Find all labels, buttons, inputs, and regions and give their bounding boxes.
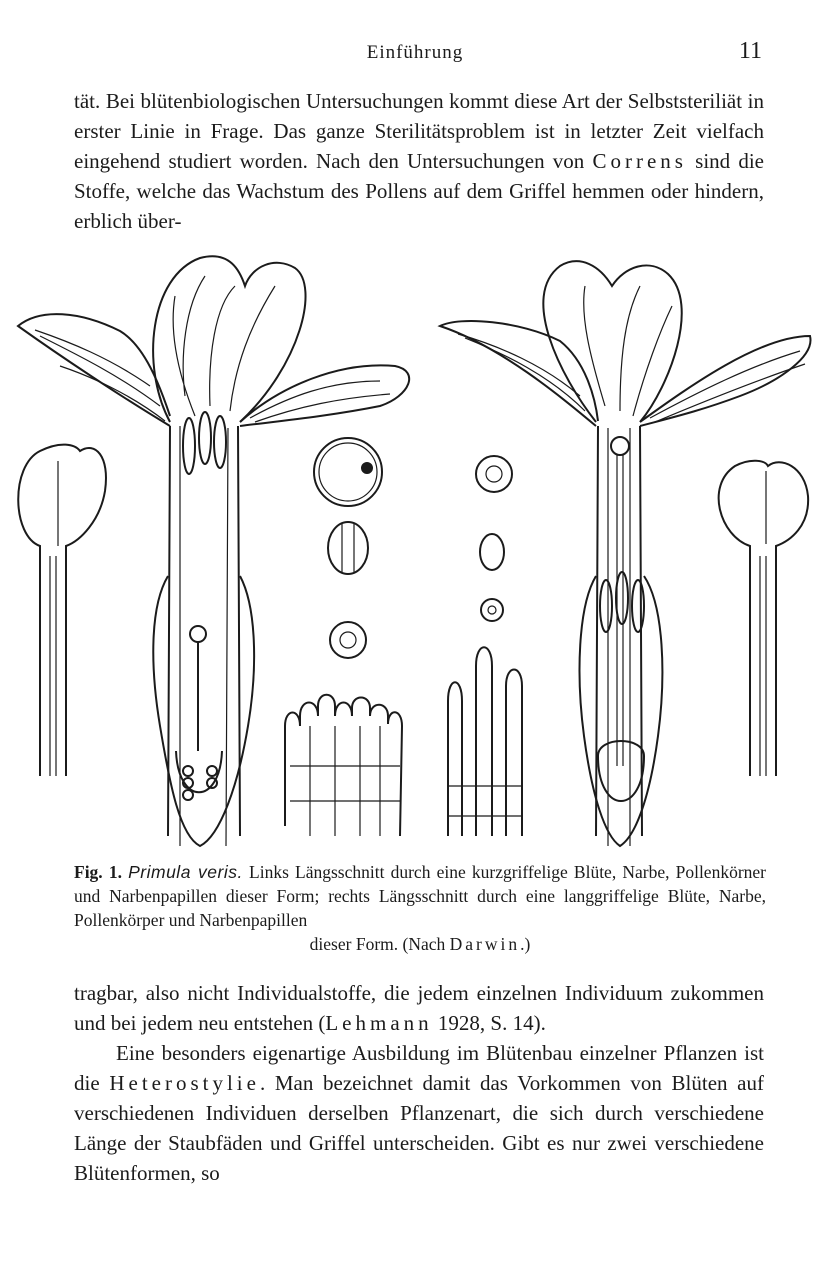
caption-end-b: .) — [520, 934, 531, 954]
figure-primula-veris — [0, 246, 830, 856]
caption-last-line — [74, 932, 766, 956]
term-heterostylie: Heterostylie — [109, 1071, 260, 1095]
long-style-papillae-drawing — [448, 647, 522, 836]
right-stigma-drawing — [719, 461, 808, 776]
caption-main-text: Links Längsschnitt durch eine kurzgriffelige Blüte, Narbe, Pollenkörner und Narbenpapillen dieser Form; rechts Längsschnitt durch eine langgriffelige Blüte, Narbe, Pollenkörper und Narbenpapillen — [74, 862, 767, 930]
short-style-papillae-drawing — [285, 695, 402, 836]
species-name: Primula veris. — [128, 862, 243, 882]
top-text-2: sind die Stoffe, welche das Wachstum des Pollens auf dem Griffel hemmen oder hindern, erblich über- — [74, 149, 764, 233]
top-text-1: tät. Bei blütenbiologischen Untersuchungen kommt diese Art der Selbststeriliät in erster Linie in Frage. Das ganze Sterilitätsproblem ist in letzter Zeit vielfach eingehend studiert worden. Nach den Untersuchungen von — [74, 89, 764, 173]
author-correns: Correns — [592, 149, 687, 173]
running-header — [0, 38, 830, 68]
top-paragraph — [74, 86, 764, 236]
author-lehmann: Lehmann — [325, 1011, 433, 1035]
left-stigma-drawing — [18, 445, 106, 776]
p2-text-a: Eine besonders eigenartige Ausbildung im Blütenbau einzelner Pflanzen ist die — [74, 1041, 764, 1095]
short-style-pollen-drawings — [314, 438, 382, 658]
p2-text-b: . Man bezeichnet damit das Vorkommen von Blüten auf verschiedenen Individuen derselben Pflanzenart, die sich durch verschiedene Länge der Staubfäden und Griffel unterscheiden. Gibt es nur zwei verschiedene Blütenformen, so — [74, 1071, 764, 1185]
caption-author-darwin: Darwin — [449, 934, 521, 954]
long-style-pollen-drawings — [476, 456, 512, 621]
caption-end-a: dieser Form. (Nach — [309, 934, 450, 954]
figure-label: Fig. 1. — [74, 862, 122, 882]
p1-text-a: tragbar, also nicht Individualstoffe, die jedem einzelnen Individuum zukommen und bei jedem neu entstehen ( — [74, 981, 764, 1035]
running-title: Einführung — [366, 42, 464, 63]
right-flower-section-drawing — [440, 261, 810, 846]
p1-text-b: 1928, S. 14). — [432, 1011, 546, 1035]
left-flower-section-drawing — [18, 256, 409, 846]
page-number: 11 — [738, 38, 762, 64]
figure-caption — [74, 860, 766, 956]
bottom-paragraphs — [74, 978, 764, 1188]
